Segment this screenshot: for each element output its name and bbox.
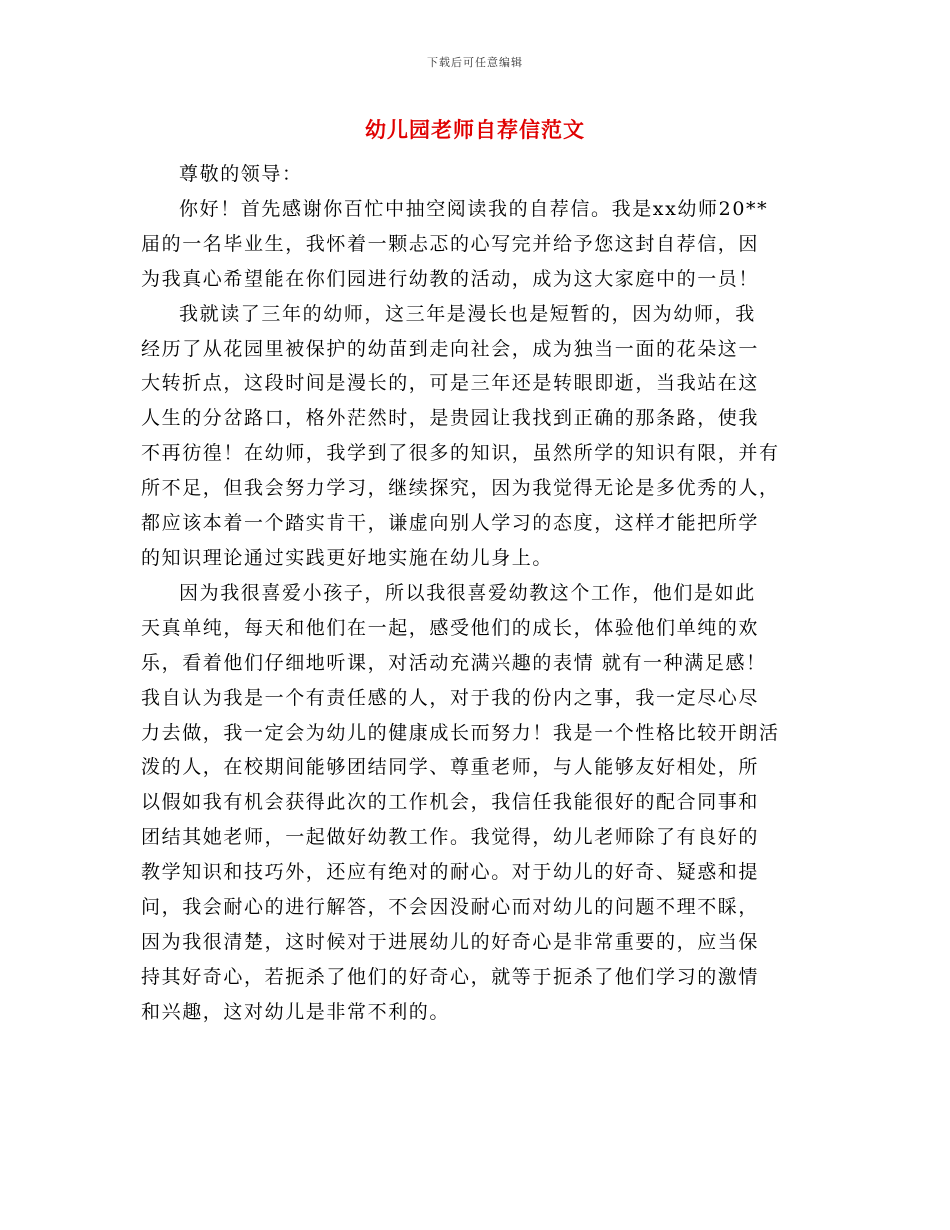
body-paragraph — [141, 192, 807, 297]
body-paragraph — [141, 297, 807, 576]
text-line: 经历了从花园里被保护的幼苗到走向社会，成为独当一面的花朵这一 — [141, 337, 760, 360]
text-line: 我自认为我是一个有责任感的人，对于我的份内之事，我一定尽心尽 — [141, 686, 760, 709]
text-line: 都应该本着一个踏实肯干，谦虚向别人学习的态度，这样才能把所学 — [141, 512, 760, 535]
document-body — [141, 157, 807, 1030]
text-line: 和兴趣，这对幼儿是非常不利的。 — [141, 1000, 451, 1023]
text-line: 大转折点，这段时间是漫长的，可是三年还是转眼即逝，当我站在这 — [141, 372, 760, 395]
text-line: 力去做，我一定会为幼儿的健康成长而努力！我是一个性格比较开朗活 — [141, 721, 780, 744]
text-line: 以假如我有机会获得此次的工作机会，我信任我能很好的配合同事和 — [141, 791, 760, 814]
text-line: 团结其她老师，一起做好幼教工作。我觉得，幼儿老师除了有良好的 — [141, 826, 760, 849]
text-line: 你好！首先感谢你百忙中抽空阅读我的自荐信。我是xx幼师20** — [179, 197, 769, 220]
page-header: 下载后可任意编辑 — [427, 56, 523, 69]
text-line: 为我真心希望能在你们园进行幼教的活动，成为这大家庭中的一员！ — [141, 267, 760, 290]
text-line: 所不足，但我会努力学习，继续探究，因为我觉得无论是多优秀的人， — [141, 477, 780, 500]
text-line: 教学知识和技巧外，还应有绝对的耐心。对于幼儿的好奇、疑惑和提 — [141, 861, 760, 884]
text-line: 泼的人，在校期间能够团结同学、尊重老师，与人能够友好相处，所 — [141, 756, 760, 779]
text-line: 我就读了三年的幼师，这三年是漫长也是短暂的，因为幼师，我 — [179, 302, 756, 325]
text-line: 的知识理论通过实践更好地实施在幼儿身上。 — [141, 546, 554, 569]
text-line: 问，我会耐心的进行解答，不会因没耐心而对幼儿的问题不理不睬， — [141, 896, 760, 919]
text-line: 不再彷徨！在幼师，我学到了很多的知识，虽然所学的知识有限，并有 — [141, 442, 780, 465]
document-title: 幼儿园老师自荐信范文 — [365, 117, 585, 142]
text-line: 因为我很喜爱小孩子，所以我很喜爱幼教这个工作，他们是如此 — [179, 581, 756, 604]
text-line: 届的一名毕业生，我怀着一颗忐忑的心写完并给予您这封自荐信，因 — [141, 232, 760, 255]
text-line: 尊敬的领导： — [179, 163, 303, 185]
salutation-paragraph — [141, 157, 807, 192]
text-line: 天真单纯，每天和他们在一起，感受他们的成长，体验他们单纯的欢 — [141, 616, 760, 639]
text-line: 乐，看着他们仔细地听课，对活动充满兴趣的表情 就有一种满足感！ — [141, 651, 767, 674]
text-line: 人生的分岔路口，格外茫然时，是贵园让我找到正确的那条路，使我 — [141, 407, 760, 430]
body-paragraph — [141, 576, 807, 1030]
text-line: 持其好奇心，若扼杀了他们的好奇心，就等于扼杀了他们学习的激情 — [141, 965, 760, 988]
text-line: 因为我很清楚，这时候对于进展幼儿的好奇心是非常重要的，应当保 — [141, 930, 760, 953]
